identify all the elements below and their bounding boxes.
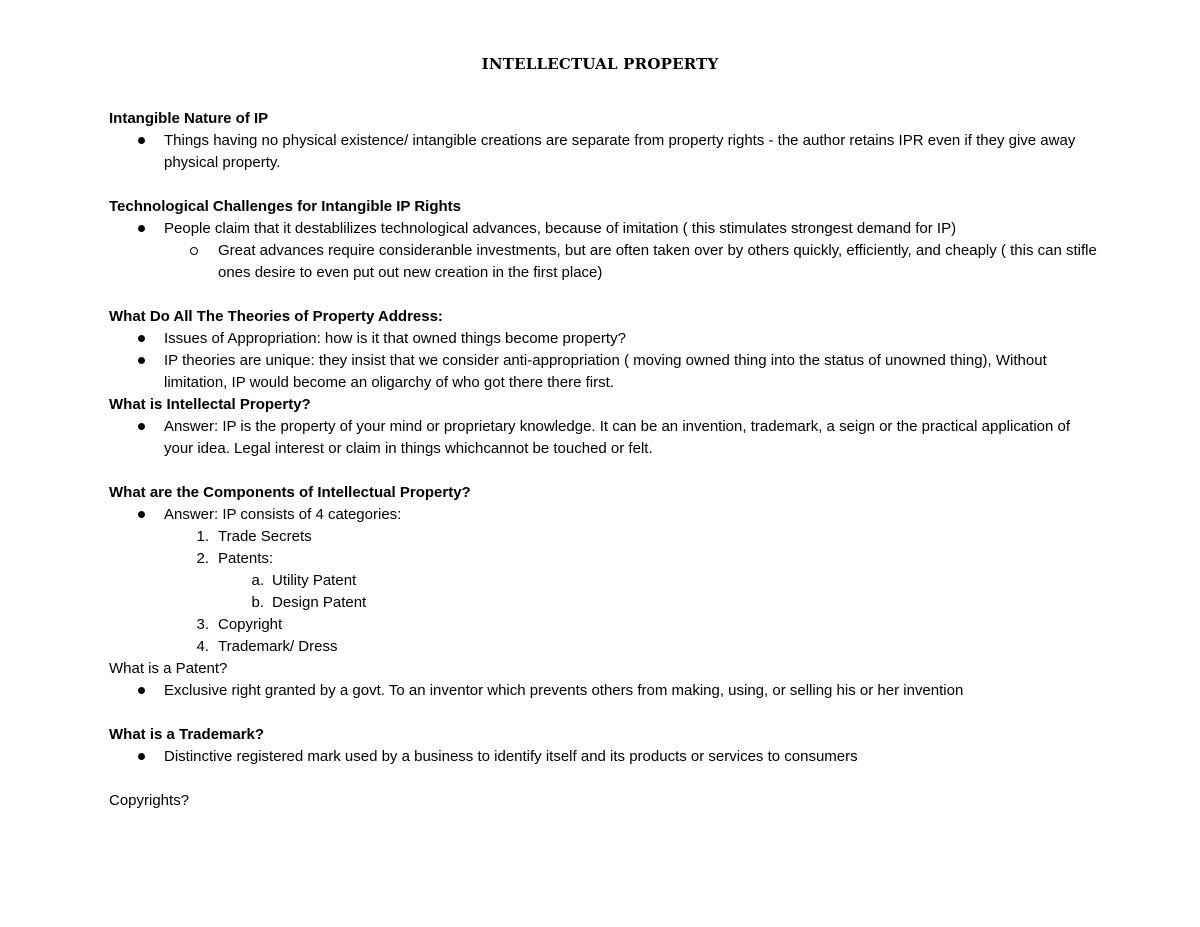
numbered-item	[109, 614, 1099, 636]
bullet-disc-icon	[138, 137, 145, 144]
list-item	[109, 328, 1099, 350]
list-subitem	[109, 240, 1099, 284]
section-heading-copyrights: Copyrights?	[109, 792, 190, 809]
section-heading-intangible: Intangible Nature of IP	[109, 110, 269, 127]
list-item-text: Answer: IP is the property of your mind or proprietary knowledge. It can be an invention, trademark, a seign or the practical application of your idea. Legal interest or claim in things whichcannot be touched or felt.	[164, 418, 1071, 457]
list-item-text: Utility Patent	[272, 572, 357, 589]
bullet-disc-icon	[138, 511, 145, 518]
numbered-item	[109, 636, 1099, 658]
bullet-disc-icon	[138, 357, 145, 364]
lettered-item	[109, 570, 1099, 592]
list-item-text: Patents:	[218, 550, 274, 567]
bullet-circle-icon	[190, 247, 198, 255]
list-number: 2.	[196, 550, 209, 567]
section-heading-theories: What Do All The Theories of Property Address:	[109, 308, 443, 325]
list-number: 1.	[196, 528, 209, 545]
list-item	[109, 746, 1099, 768]
list-item-text: Design Patent	[272, 594, 367, 611]
section-heading-trademark: What is a Trademark?	[109, 726, 265, 743]
list-item-text: Things having no physical existence/ intangible creations are separate from property rights - the author retains IPR even if they give away physical property.	[164, 132, 1076, 171]
bullet-disc-icon	[138, 753, 145, 760]
bullet-disc-icon	[138, 225, 145, 232]
bullet-disc-icon	[138, 423, 145, 430]
list-item-text: Exclusive right granted by a govt. To an inventor which prevents others from making, using, or selling his or her invention	[164, 682, 964, 699]
bullet-disc-icon	[138, 687, 145, 694]
section-heading-patent: What is a Patent?	[109, 660, 228, 677]
list-item-text: Issues of Appropriation: how is it that owned things become property?	[164, 330, 626, 347]
list-item-text: IP theories are unique: they insist that we consider anti-appropriation ( moving owned thing into the status of unowned thing), Without limitation, IP would become an oligarchy of who got there there first.	[164, 352, 1047, 391]
list-number: 4.	[196, 638, 209, 655]
section-heading-components: What are the Components of Intellectual Property?	[109, 484, 471, 501]
lettered-item	[109, 592, 1099, 614]
numbered-item	[109, 548, 1099, 570]
list-item	[109, 680, 1099, 702]
list-item	[109, 130, 1099, 174]
page-title: INTELLECTUAL PROPERTY	[481, 55, 719, 73]
list-letter: b.	[251, 594, 264, 611]
bullet-disc-icon	[138, 335, 145, 342]
list-item-text: Answer: IP consists of 4 categories:	[164, 506, 402, 523]
section-heading-what-is-ip: What is Intellectal Property?	[109, 396, 311, 413]
list-item	[109, 416, 1099, 460]
list-item-text: Great advances require consideranble investments, but are often taken over by others quickly, efficiently, and cheaply ( this can stifle ones desire to even put out new creation in the first place)	[218, 242, 1097, 281]
document-body	[109, 108, 1099, 812]
list-item	[109, 350, 1099, 394]
list-item-text: Distinctive registered mark used by a business to identify itself and its products or services to consumers	[164, 748, 858, 765]
list-item	[109, 218, 1099, 240]
list-item	[109, 504, 1099, 526]
list-item-text: Trade Secrets	[218, 528, 312, 545]
list-item-text: Trademark/ Dress	[218, 638, 338, 655]
list-letter: a.	[251, 572, 264, 589]
section-heading-tech: Technological Challenges for Intangible IP Rights	[109, 198, 461, 215]
list-item-text: People claim that it destablilizes technological advances, because of imitation ( this stimulates strongest demand for IP)	[164, 220, 957, 237]
list-number: 3.	[196, 616, 209, 633]
list-item-text: Copyright	[218, 616, 283, 633]
numbered-item	[109, 526, 1099, 548]
